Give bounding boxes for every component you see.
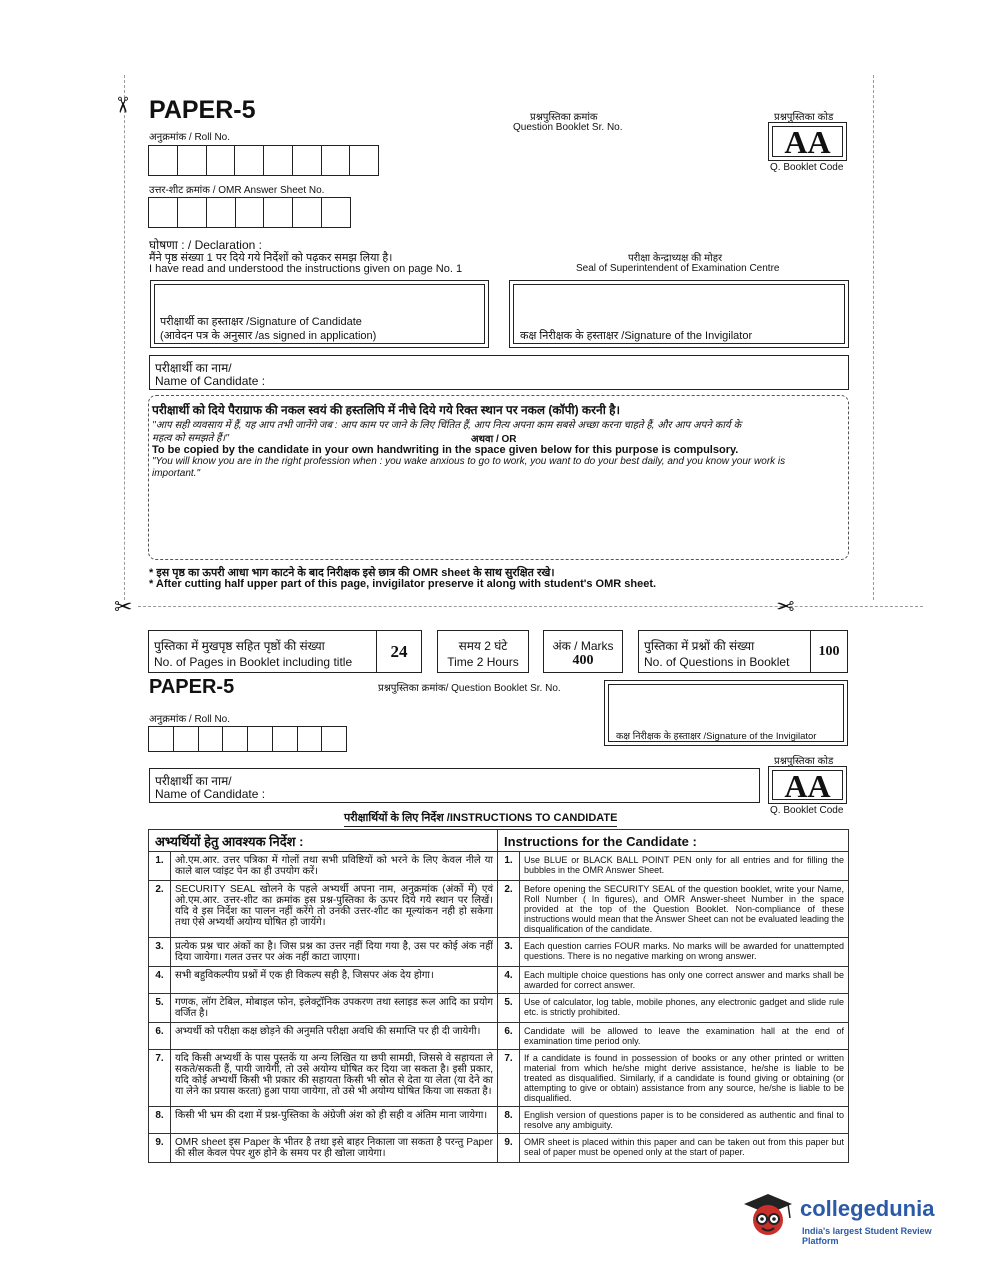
instruction-row xyxy=(149,1107,849,1134)
copy-title-english: To be copied by the candidate in your own handwriting in the space given below for this purpose is compulsory. xyxy=(152,444,739,456)
declaration-english: I have read and understood the instructions given on page No. 1 xyxy=(149,263,463,275)
cut-note-english: * After cutting half upper part of this page, invigilator preserve it along with student's OMR sheet. xyxy=(149,578,657,590)
candidate-signature-label: परीक्षार्थी का हस्ताक्षर /Signature of Candidate xyxy=(160,316,362,328)
instruction-number-english: 8. xyxy=(498,1107,520,1134)
instructions-head-english: Instructions for the Candidate : xyxy=(498,830,849,852)
instructions-heading: परीक्षार्थियों के लिए निर्देश /INSTRUCTIONS TO CANDIDATE xyxy=(344,810,617,827)
instruction-number-hindi: 3. xyxy=(149,938,171,967)
instructions-table xyxy=(148,829,849,1163)
paper-title-bottom: PAPER-5 xyxy=(149,676,235,698)
collegedunia-logo xyxy=(740,1188,970,1248)
instruction-text-english: English version of questions paper is to be considered as authentic and final to resolve any ambiguity. xyxy=(520,1107,849,1134)
booklet-sr-label-en: Question Booklet Sr. No. xyxy=(513,122,623,133)
pages-label-en: No. of Pages in Booklet including title xyxy=(154,655,353,669)
instruction-text-english: If a candidate is found in possession of books or any other printed or written material from which he/she might derive assistance, he/she is liable to be treated as disqualified. Similarly, if a candidate is found giving or obtaining (or attempting to give or obtain) assistance from any source, he/she is liable to be disqualified. xyxy=(520,1050,849,1107)
cut-line-left xyxy=(124,75,125,600)
time-label-en: Time 2 Hours xyxy=(447,655,519,669)
questions-label-hi: पुस्तिका में प्रश्नों की संख्या xyxy=(644,639,755,653)
instructions-header-row xyxy=(149,830,849,852)
pages-value: 24 xyxy=(390,642,408,661)
instruction-text-hindi: अभ्यर्थी को परीक्षा कक्ष छोड़ने की अनुमति परीक्षा अवधि की समाप्ति पर ही दी जायेगी। xyxy=(171,1023,498,1050)
instruction-number-hindi: 1. xyxy=(149,852,171,881)
candidate-name-label-en: Name of Candidate : xyxy=(155,374,266,388)
instruction-text-hindi: SECURITY SEAL खोलने के पहले अभ्यर्थी अपना नाम, अनुक्रमांक (अंकों में) एवं ओ.एम.आर. उत्तर-शीट का क्रमांक इस प्रश्न-पुस्तिका के ऊपर दिये गये स्थान पर लिखें। यदि वे इस निर्देश का पालन नहीं करेंगे तो उनकी उत्तर-शीट का मूल्यांकन नही हो सकेगा तथा ऐसे अभ्यर्थी अयोग्य घोषित हो जायेंगे। xyxy=(171,881,498,938)
declaration-title: घोषणा : / Declaration : xyxy=(149,238,262,252)
instruction-number-english: 2. xyxy=(498,881,520,938)
booklet-code-label-hi-bottom: प्रश्नपुस्तिका कोड xyxy=(774,756,834,767)
instruction-row xyxy=(149,852,849,881)
booklet-sr-label-hi: प्रश्नपुस्तिका क्रमांक xyxy=(530,112,598,123)
instruction-text-hindi: OMR sheet इस Paper के भीतर है तथा इसे बाहर निकाला जा सकता है परन्तु Paper की सील केवल पेपर शुरु होने के समय पर ही खोला जायेगा। xyxy=(171,1134,498,1163)
roll-no-boxes-bottom[interactable] xyxy=(148,726,347,752)
instruction-number-hindi: 8. xyxy=(149,1107,171,1134)
instruction-text-hindi: सभी बहुविकल्पीय प्रश्नों में एक ही विकल्प सही है, जिसपर अंक देय होगा। xyxy=(171,967,498,994)
booklet-code-label-en: Q. Booklet Code xyxy=(770,162,844,173)
instruction-text-english: Each question carries FOUR marks. No marks will be awarded for unattempted questions. There is no negative marking on wrong answer. xyxy=(520,938,849,967)
copy-paragraph-hindi: ''आप सही व्यवसाय में हैं, यह आप तभी जानेंगे जब : आप काम पर जाने के लिए चिंतित हैं, आप नित्य अपना काम सबसे अच्छा करना चाहते हैं, और आप अपने कार्य के xyxy=(152,420,742,431)
scissors-icon: ✂ xyxy=(114,594,133,619)
copy-title-hindi: परीक्षार्थी को दिये पैराग्राफ की नकल स्वयं की हस्तलिपि में नीचे दिये गये रिक्त स्थान पर नकल (कॉपी) करनी है। xyxy=(152,403,621,417)
seal-label-hi: परीक्षा केन्द्राध्यक्ष की मोहर xyxy=(628,253,723,264)
instruction-row xyxy=(149,1134,849,1163)
instruction-number-hindi: 4. xyxy=(149,967,171,994)
roll-no-label-bottom: अनुक्रमांक / Roll No. xyxy=(149,714,231,725)
booklet-code-box: AA xyxy=(768,122,847,161)
cut-line-right xyxy=(873,75,874,600)
instruction-number-hindi: 6. xyxy=(149,1023,171,1050)
mascot-icon xyxy=(740,1188,798,1246)
instruction-number-english: 3. xyxy=(498,938,520,967)
invigilator-signature-label-bottom: कक्ष निरीक्षक के हस्ताक्षर /Signature of the Invigilator xyxy=(616,731,817,742)
omr-no-boxes[interactable] xyxy=(148,197,351,228)
instruction-text-hindi: यदि किसी अभ्यर्थी के पास पुस्तकें या अन्य लिखित या छपी सामग्री, जिससे वे सहायता ले सकते/सकती हैं, पायी जायेगी, तो उसे अयोग्य घोषित कर दिया जा सकता है। इसी प्रकार, यदि कोई अभ्यर्थी किसी भी प्रकार की सहायता किसी भी स्रोत से देता या लेता (या देने का या लेने का प्रयास करता) हुआ पाया जायेगा, तो उसे भी अयोग्य घोषित किया जा सकता है। xyxy=(171,1050,498,1107)
brand-tagline: India's largest Student Review Platform xyxy=(802,1226,932,1246)
cut-line-horizontal xyxy=(138,606,923,607)
booklet-code-label-en-bottom: Q. Booklet Code xyxy=(770,805,844,816)
instruction-row xyxy=(149,1023,849,1050)
copy-paragraph-english-end: important." xyxy=(152,468,201,479)
instruction-text-hindi: किसी भी भ्रम की दशा में प्रश्न-पुस्तिका के अंग्रेजी अंश को ही सही व अंतिम माना जायेगा। xyxy=(171,1107,498,1134)
candidate-name-label-hi: परीक्षार्थी का नाम/ xyxy=(155,361,232,375)
instruction-text-english: Use BLUE or BLACK BALL POINT PEN only for all entries and for filling the bubbles in the OMR Answer Sheet. xyxy=(520,852,849,881)
instruction-text-english: OMR sheet is placed within this paper and can be taken out from this paper but seal of paper must be opened only at the start of paper. xyxy=(520,1134,849,1163)
invigilator-signature-label: कक्ष निरीक्षक के हस्ताक्षर /Signature of the Invigilator xyxy=(520,330,753,342)
instruction-row xyxy=(149,967,849,994)
booklet-code-box-bottom: AA xyxy=(768,766,847,804)
copy-paragraph-english: "You will know you are in the right profession when : you wake anxious to go to work, you want to do your best daily, and you know your work is xyxy=(152,456,786,467)
instruction-number-hindi: 5. xyxy=(149,994,171,1023)
pages-label-hi: पुस्तिका में मुखपृष्ठ सहित पृष्ठों की संख्या xyxy=(154,639,325,653)
or-label: अथवा / OR xyxy=(471,434,517,445)
instruction-number-english: 7. xyxy=(498,1050,520,1107)
instruction-number-hindi: 7. xyxy=(149,1050,171,1107)
candidate-signature-note: (आवेदन पत्र के अनुसार /as signed in application) xyxy=(160,330,377,342)
questions-label-en: No. of Questions in Booklet xyxy=(644,655,790,669)
instruction-row xyxy=(149,938,849,967)
roll-no-boxes[interactable] xyxy=(148,145,379,176)
instruction-text-english: Each multiple choice questions has only one correct answer and marks shall be awarded for correct answer. xyxy=(520,967,849,994)
cut-note-hindi: * इस पृष्ठ का ऊपरी आधा भाग काटने के बाद निरीक्षक इसे छात्र की OMR sheet के साथ सुरक्षित रखे। xyxy=(149,567,555,579)
brand-name: collegedunia xyxy=(800,1196,935,1221)
time-label-hi: समय 2 घंटे xyxy=(458,639,508,653)
instruction-text-english: Before opening the SECURITY SEAL of the question booklet, write your Name, Roll Number ( In figures), and OMR Answer-sheet Number in the space provided at the top of the Question Booklet. Non-compliance of these instructions would mean that the Answer Sheet can not be evaluated leading the disqualification of the candidate. xyxy=(520,881,849,938)
instruction-text-english: Candidate will be allowed to leave the examination hall at the end of examination time period only. xyxy=(520,1023,849,1050)
instructions-head-hindi: अभ्यर्थियों हेतु आवश्यक निर्देश : xyxy=(149,830,498,852)
omr-label: उत्तर-शीट क्रमांक / OMR Answer Sheet No. xyxy=(149,185,325,196)
seal-label-en: Seal of Superintendent of Examination Centre xyxy=(576,263,780,274)
copy-paragraph-hindi-end: महत्व को समझते हैं।'' xyxy=(152,433,230,444)
candidate-name-label-en-bottom: Name of Candidate : xyxy=(155,787,266,801)
scissors-icon: ✂ xyxy=(110,95,136,115)
declaration-hindi: मैंने पृष्ठ संख्या 1 पर दिये गये निर्देशों को पढ़कर समझ लिया है। xyxy=(149,252,393,264)
instruction-number-english: 4. xyxy=(498,967,520,994)
instruction-row xyxy=(149,994,849,1023)
marks-value: 400 xyxy=(572,653,594,668)
instruction-text-hindi: ओ.एम.आर. उत्तर पत्रिका में गोलों तथा सभी प्रविष्टियों को भरने के लिए केवल नीले या काले बाल प्वांइट पेन का ही उपयोग करें। xyxy=(171,852,498,881)
instruction-text-english: Use of calculator, log table, mobile phones, any electronic gadget and slide rule etc. is strictly prohibited. xyxy=(520,994,849,1023)
instruction-row xyxy=(149,1050,849,1107)
instruction-number-english: 9. xyxy=(498,1134,520,1163)
instruction-text-hindi: प्रत्येक प्रश्न चार अंकों का है। जिस प्रश्न का उत्तर नहीं दिया गया है, उस पर कोई अंक नहीं दिया जायेगा। गलत उत्तर पर अंक नहीं काटा जाएगा। xyxy=(171,938,498,967)
instruction-number-hindi: 9. xyxy=(149,1134,171,1163)
instruction-text-hindi: गणक, लॉग टेबिल, मोबाइल फोन, इलेक्ट्रॉनिक उपकरण तथा स्लाइड रूल आदि का प्रयोग वर्जित है। xyxy=(171,994,498,1023)
booklet-sr-label-bottom: प्रश्नपुस्तिका क्रमांक/ Question Booklet Sr. No. xyxy=(378,683,561,694)
instruction-row xyxy=(149,881,849,938)
candidate-name-label-hi-bottom: परीक्षार्थी का नाम/ xyxy=(155,774,232,788)
instruction-number-english: 1. xyxy=(498,852,520,881)
roll-no-label: अनुक्रमांक / Roll No. xyxy=(149,132,231,143)
paper-title: PAPER-5 xyxy=(149,96,256,124)
marks-label: अंक / Marks xyxy=(552,639,614,653)
instruction-number-english: 5. xyxy=(498,994,520,1023)
booklet-code-label-hi: प्रश्नपुस्तिका कोड xyxy=(774,112,834,123)
instruction-number-hindi: 2. xyxy=(149,881,171,938)
scissors-icon: ✂ xyxy=(776,594,795,619)
instruction-number-english: 6. xyxy=(498,1023,520,1050)
questions-value: 100 xyxy=(818,644,840,659)
